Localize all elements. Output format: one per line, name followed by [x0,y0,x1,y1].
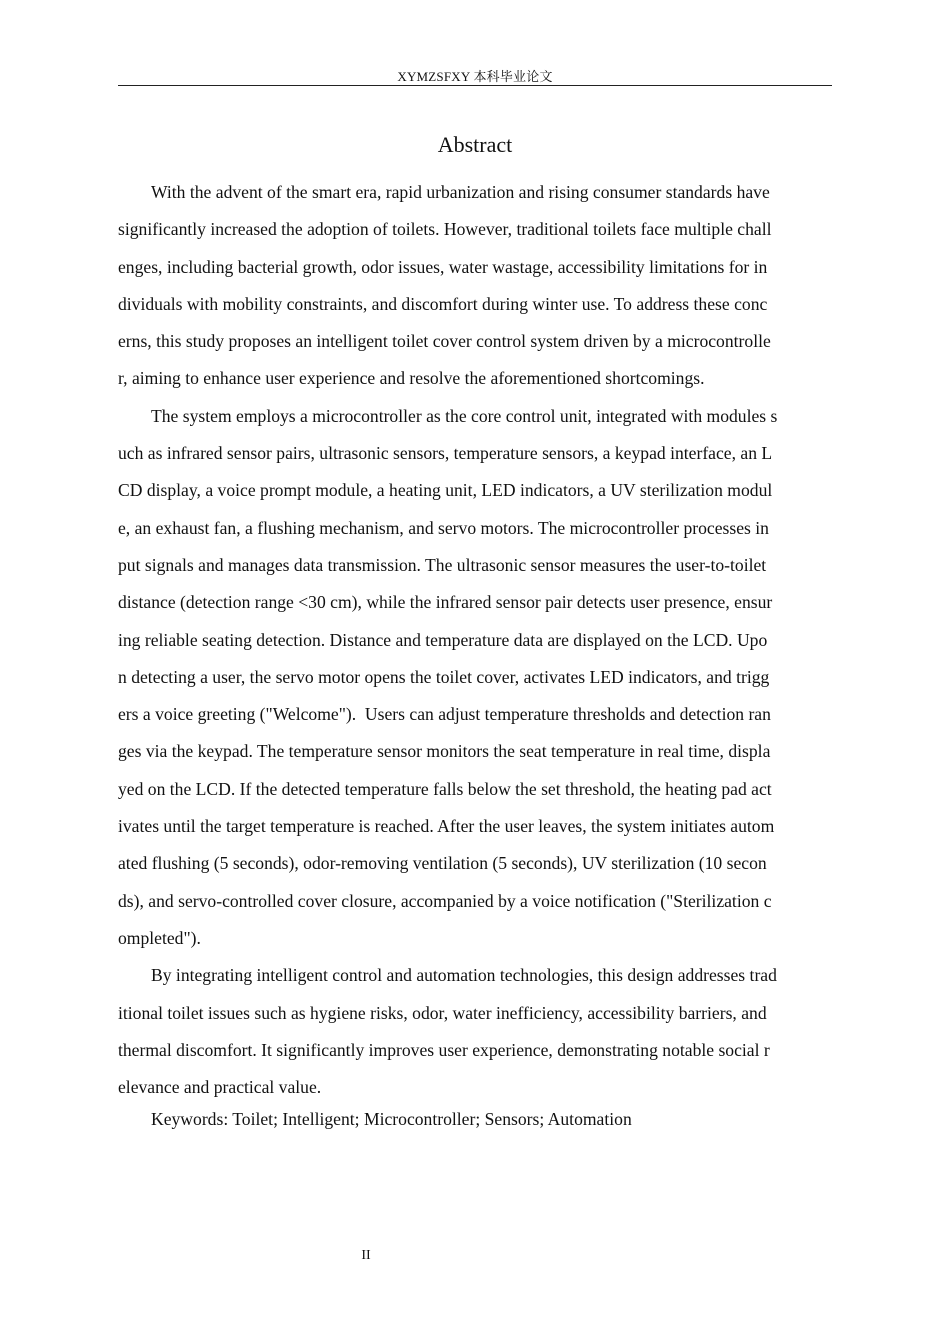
text-line: distance (detection range <30 cm), while the infrared sensor pair detects user presence, ensur [118,592,773,613]
text-line: ated flushing (5 seconds), odor-removing ventilation (5 seconds), UV sterilization (10 secon [118,853,767,874]
text-line: With the advent of the smart era, rapid urbanization and rising consumer standards have [151,182,770,202]
text-line: uch as infrared sensor pairs, ultrasonic sensors, temperature sensors, a keypad interface, an L [118,443,773,464]
header-rule [118,85,832,86]
page-number: II [361,1248,371,1263]
text-line: ges via the keypad. The temperature sensor monitors the seat temperature in real time, displa [118,741,771,762]
text-line: n detecting a user, the servo motor opens the toilet cover, activates LED indicators, and trigg [118,666,770,687]
text-line: yed on the LCD. If the detected temperature falls below the set threshold, the heating pad act [118,778,772,799]
text-line: significantly increased the adoption of toilets. However, traditional toilets face multiple chall [118,219,772,240]
text-line: ivates until the target temperature is reached. After the user leaves, the system initiates autom [118,816,775,837]
running-header: XYMZSFXY 本科毕业论文 [397,69,553,84]
text-line: ompleted"). [118,927,201,948]
text-line: thermal discomfort. It significantly improves user experience, demonstrating notable social r [118,1039,770,1060]
text-line: put signals and manages data transmission. The ultrasonic sensor measures the user-to-toilet [118,554,767,575]
text-line: itional toilet issues such as hygiene risks, odor, water inefficiency, accessibility barriers, and [118,1002,767,1023]
paragraph-1 [118,174,832,398]
text-line: erns, this study proposes an intelligent toilet cover control system driven by a microcontrolle [118,331,771,352]
paragraph-3 [118,957,832,1106]
text-line: ds), and servo-controlled cover closure, accompanied by a voice notification ("Sterilization c [118,890,772,911]
text-line: r, aiming to enhance user experience and resolve the aforementioned shortcomings. [118,368,705,389]
text-line: The system employs a microcontroller as the core control unit, integrated with modules s [151,405,778,426]
keywords-line: Keywords: Toilet; Intelligent; Microcontroller; Sensors; Automation [151,1109,632,1129]
text-line: CD display, a voice prompt module, a heating unit, LED indicators, a UV sterilization modul [118,480,773,501]
text-line: e, an exhaust fan, a flushing mechanism, and servo motors. The microcontroller processes in [118,517,769,538]
text-line: By integrating intelligent control and automation technologies, this design addresses trad [151,965,777,986]
text-line: dividuals with mobility constraints, and discomfort during winter use. To address these conc [118,293,768,314]
text-line: ers a voice greeting ("Welcome"). Users can adjust temperature thresholds and detection ran [118,704,771,725]
text-line: enges, including bacterial growth, odor issues, water wastage, accessibility limitations for in [118,256,768,277]
paragraph-2 [118,398,832,957]
abstract-body [118,174,832,1106]
text-line: elevance and practical value. [118,1077,322,1098]
text-line: ing reliable seating detection. Distance and temperature data are displayed on the LCD. Upo [118,629,768,650]
abstract-title: Abstract [437,132,513,157]
